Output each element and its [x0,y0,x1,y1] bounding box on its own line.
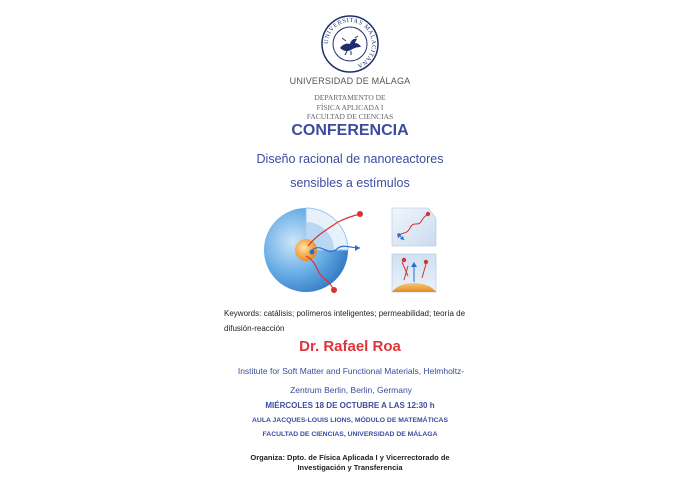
affiliation-line: Zentrum Berlin, Berlin, Germany [290,385,412,395]
event-faculty: FACULTAD DE CIENCIAS, UNIVERSIDAD DE MÁLAGA [262,431,438,438]
department-line: DEPARTAMENTO DE [314,93,386,102]
organizer-line: Organiza: Dpto. de Física Aplicada I y Vicerrectorado de [250,453,450,462]
talk-title-line2: sensibles a estímulos [290,176,410,190]
event-room: AULA JACQUES-LOUIS LIONS, MÓDULO DE MATEMÁTICAS [252,417,448,424]
organizer-line: Investigación y Transferencia [297,463,403,472]
university-name: UNIVERSIDAD DE MÁLAGA [289,76,411,86]
surface-reaction-icon [390,252,438,294]
keywords-line: difusión-reacción [224,324,285,333]
department-block [0,93,700,122]
university-seal-icon [320,14,380,74]
department-line: FÍSICA APLICADA I [316,102,384,112]
speaker-name: Dr. Rafael Roa [299,338,401,355]
affiliation-line: Institute for Soft Matter and Functional Materials, Helmholtz- [237,366,465,376]
event-date: MIÉRCOLES 18 DE OCTUBRE A LAS 12:30 h [265,401,435,410]
diffusion-path-icon [390,206,438,248]
nanoreactor-sphere-icon [256,200,376,300]
organizer [0,453,700,473]
department-line: FACULTAD DE CIENCIAS [306,112,394,121]
seal-text: UNIVERSITAS MALACITANA [322,16,378,70]
speaker-affiliation [216,362,486,400]
keywords-line: Keywords: catálisis; polímeros inteligentes; permeabilidad; teoría de [224,309,466,318]
keywords [224,306,484,336]
talk-title-line1: Diseño racional de nanoreactores [256,152,444,166]
event-type: CONFERENCIA [291,122,409,139]
